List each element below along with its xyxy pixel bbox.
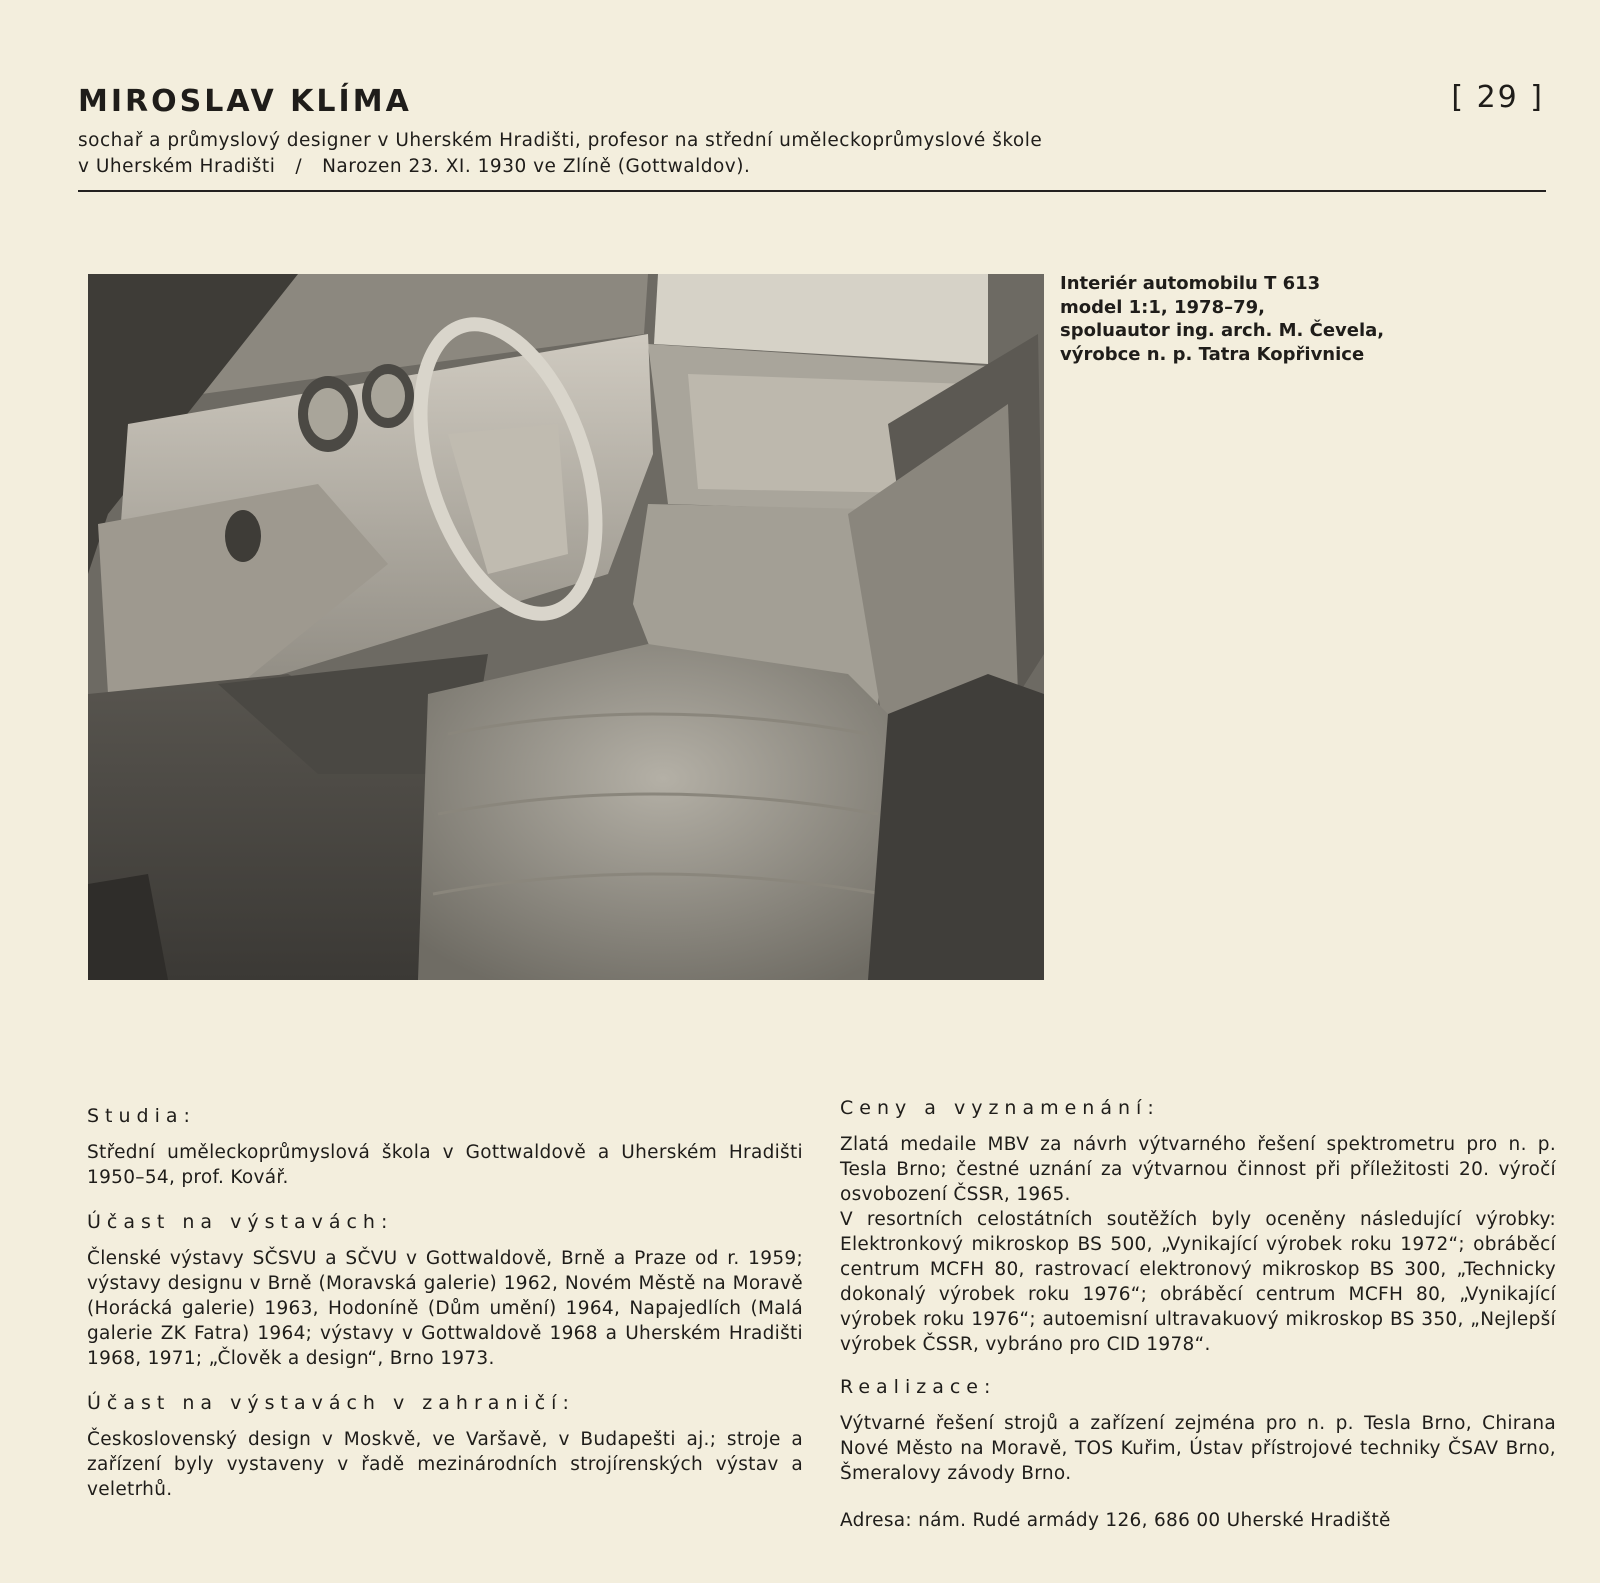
subtitle-place: v Uherském Hradišti — [78, 156, 276, 177]
section-text-vystavy: Členské výstavy SČSVU a SČVU v Gottwaldově, Brně a Praze od r. 1959; výstavy designu v Brně (Moravská galerie) 1962, Novém Městě na Moravě (Horácká galerie) 1963, Hodoníně (Dům umění) 1964, Napajedlích (Malá galerie ZK Fatra) 1964; výstavy v Gottwaldově 1968 a Uherském Hradišti 1968, 1971; „Člověk a design“, Brno 1973. — [87, 1248, 803, 1369]
subtitle-separator: / — [295, 156, 303, 177]
subtitle-line-1: sochař a průmyslový designer v Uherském Hradišti, profesor na střední uměleckoprůmyslové škole — [78, 130, 1043, 151]
author-subtitle — [78, 128, 1278, 180]
header-divider — [78, 190, 1546, 192]
address: Adresa: nám. Rudé armády 126, 686 00 Uherské Hradiště — [840, 1510, 1391, 1531]
section-heading-vystavy: Účast na výstavách: — [87, 1211, 394, 1233]
section-heading-ceny: Ceny a vyznamenání: — [840, 1097, 1160, 1119]
right-column — [840, 1096, 1556, 1533]
subtitle-line-2 — [78, 154, 1278, 180]
caption-line-1: Interiér automobilu T 613 — [1060, 273, 1321, 294]
section-text-vystavy-zahranici: Československý design v Moskvě, ve Varšavě, v Budapešti aj.; stroje a zařízení byly vystaveny v řadě mezinárodních strojírenských výstav a veletrhů. — [87, 1429, 803, 1500]
subtitle-birth: Narozen 23. XI. 1930 ve Zlíně (Gottwaldov). — [322, 156, 751, 177]
section-text-ceny: Zlatá medaile MBV za návrh výtvarného řešení spektrometru pro n. p. Tesla Brno; čestné uznání za výtvarnou činnost při příležitosti 20. výročí osvobození ČSSR, 1965. — [840, 1134, 1556, 1205]
page-title: MIROSLAV KLÍMA — [78, 84, 412, 119]
photo-caption — [1060, 272, 1540, 366]
caption-line-4: výrobce n. p. Tatra Kopřivnice — [1060, 343, 1365, 365]
section-heading-studia: Studia: — [87, 1105, 196, 1127]
section-text-ceny-2: V resortních celostátních soutěžích byly oceněny následující výrobky: Elektronkový mikroskop BS 500, „Vynikající výrobek roku 1972“; obráběcí centrum MCFH 80, rastrovací elektronový mikroskop BS 300, „Technicky dokonalý výrobek roku 1976“; obráběcí centrum MCFH 80, „Vynikající výrobek roku 1976“; autoemisní ultravakuový mikroskop BS 350, „Nejlepší výrobek ČSSR, vybráno pro CID 1978“. — [840, 1209, 1556, 1355]
section-heading-realizace: Realizace: — [840, 1376, 997, 1398]
left-column — [87, 1104, 803, 1522]
page-number: [ 29 ] — [1451, 80, 1544, 115]
section-heading-vystavy-zahranici: Účast na výstavách v zahraničí: — [87, 1392, 575, 1414]
section-text-realizace: Výtvarné řešení strojů a zařízení zejména pro n. p. Tesla Brno, Chirana Nové Město na Moravě, TOS Kuřim, Ústav přístrojové techniky ČSAV Brno, Šmeralovy závody Brno. — [840, 1413, 1556, 1484]
section-text-studia: Střední uměleckoprůmyslová škola v Gottwaldově a Uherském Hradišti 1950–54, prof. Kovář. — [87, 1142, 803, 1188]
caption-line-3: spoluautor ing. arch. M. Čevela, — [1060, 320, 1385, 341]
caption-line-2: model 1:1, 1978–79, — [1060, 296, 1265, 318]
car-interior-photo — [88, 274, 1044, 980]
